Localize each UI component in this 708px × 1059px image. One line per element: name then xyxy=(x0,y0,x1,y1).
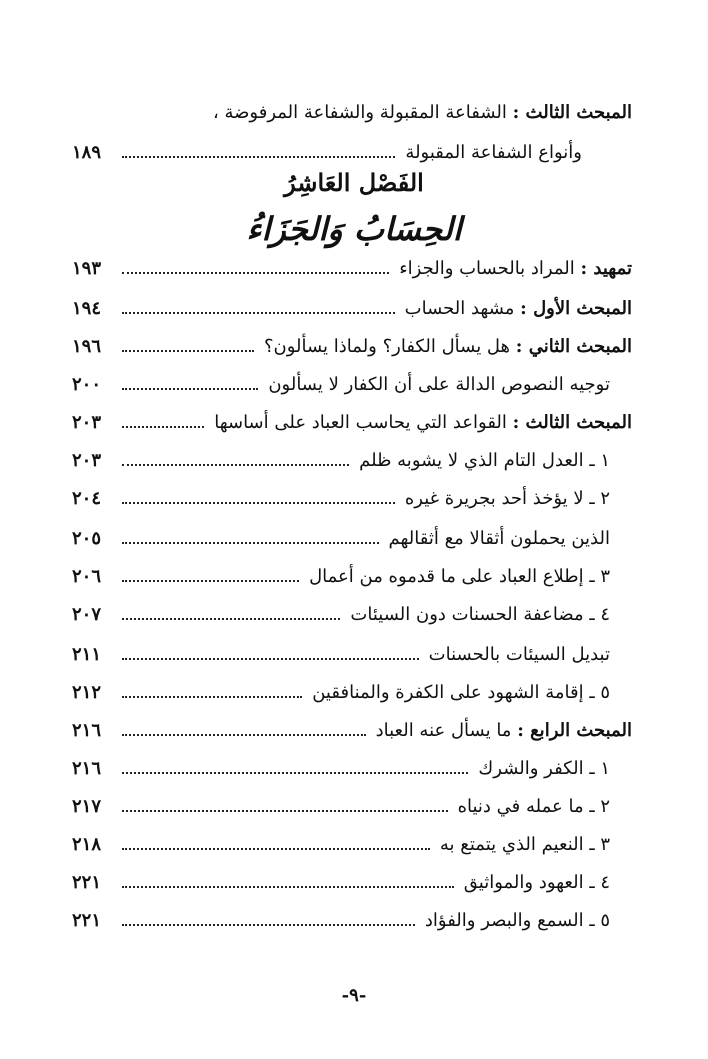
toc-page-number: ٢٢١ xyxy=(72,909,102,931)
toc-entry xyxy=(72,864,610,900)
leader-dots xyxy=(122,922,415,926)
toc-entry-text: ٣ ـ النعيم الذي يتمتع به xyxy=(439,833,610,855)
toc-entry-heading: المبحث الرابع : xyxy=(517,719,632,741)
toc-page-number: ٢١٦ xyxy=(72,757,102,779)
toc-page-number: ٢٠٦ xyxy=(72,565,102,587)
toc-entry-text: هل يسأل الكفار؟ ولماذا يسألون؟ xyxy=(263,335,516,357)
chapter-title: الحِسَابُ وَالجَزَاءُ xyxy=(246,210,462,248)
toc-entry xyxy=(72,366,610,402)
toc-entry-label xyxy=(458,796,610,817)
toc-entry-label xyxy=(440,834,610,855)
toc-entry-text: القواعد التي يحاسب العباد على أساسها xyxy=(214,411,513,433)
toc-entry xyxy=(72,520,610,556)
toc-entry-text: مشهد الحساب xyxy=(404,297,521,319)
toc-page-number: ٢١٦ xyxy=(72,719,102,741)
toc-entry xyxy=(72,328,632,364)
toc-entry xyxy=(72,674,610,710)
toc-entry-label xyxy=(213,102,632,123)
toc-entry-label xyxy=(264,336,632,357)
toc-page-number: ١٩٤ xyxy=(72,297,102,319)
leader-dots xyxy=(122,578,299,582)
toc-page-number: ١٩٣ xyxy=(72,257,102,279)
leader-dots xyxy=(122,310,395,314)
toc-entry-text: الشفاعة المقبولة والشفاعة المرفوضة ، xyxy=(212,101,513,123)
toc-page-number: ٢٠٣ xyxy=(72,411,102,433)
leader-dots xyxy=(122,884,454,888)
toc-entry-label xyxy=(350,604,610,625)
toc-entry-label xyxy=(214,412,632,433)
toc-entry-heading: المبحث الثاني : xyxy=(515,335,632,357)
leader-dots xyxy=(122,386,258,390)
toc-entry-label xyxy=(405,298,632,319)
toc-entry-text: ٤ ـ العهود والمواثيق xyxy=(463,871,610,893)
toc-page-number: ١٩٦ xyxy=(72,335,102,357)
toc-page-number: ٢٠٥ xyxy=(72,527,102,549)
toc-entry-label xyxy=(309,566,610,587)
toc-entry-label xyxy=(376,720,632,741)
toc-entry-heading: تمهيد : xyxy=(580,257,632,279)
toc-entry-text: ٤ ـ مضاعفة الحسنات دون السيئات xyxy=(350,603,610,625)
toc-entry-label xyxy=(478,758,610,779)
toc-entry-heading: المبحث الثالث : xyxy=(512,101,632,123)
toc-entry xyxy=(72,750,610,786)
leader-dots xyxy=(122,540,379,544)
toc-entry-text: ١ ـ الكفر والشرك xyxy=(478,757,610,779)
toc-entry-heading: المبحث الثالث : xyxy=(512,411,632,433)
leader-dots xyxy=(122,846,430,850)
toc-entry-label xyxy=(429,644,610,665)
toc-entry xyxy=(72,902,610,938)
toc-entry xyxy=(72,826,610,862)
toc-entry-heading: المبحث الأول : xyxy=(520,297,632,319)
toc-entry-text: المراد بالحساب والجزاء xyxy=(399,257,581,279)
leader-dots xyxy=(122,694,302,698)
leader-dots xyxy=(122,808,448,812)
leader-dots xyxy=(122,616,340,620)
toc-entry-text: ٢ ـ لا يؤخذ أحد بجريرة غيره xyxy=(404,487,610,509)
toc-page-number: ٢٠٧ xyxy=(72,603,102,625)
toc-entry xyxy=(72,94,632,130)
toc-entry xyxy=(72,250,632,286)
leader-dots xyxy=(122,732,366,736)
toc-page-number: ٢٠٣ xyxy=(72,449,102,471)
toc-entry-text: ٥ ـ السمع والبصر والفؤاد xyxy=(424,909,610,931)
leader-dots xyxy=(122,462,349,466)
toc-entry xyxy=(72,134,582,170)
toc-entry-label xyxy=(425,910,610,931)
toc-page-number: ٢١٢ xyxy=(72,681,102,703)
toc-entry xyxy=(72,788,610,824)
toc-entry xyxy=(72,442,610,478)
toc-entry xyxy=(72,558,610,594)
toc-page-number: ٢٠٠ xyxy=(72,373,102,395)
toc-entry-text: ١ ـ العدل التام الذي لا يشوبه ظلم xyxy=(359,449,610,471)
leader-dots xyxy=(122,424,204,428)
toc-entry xyxy=(72,636,610,672)
toc-entry-text: ٣ ـ إطلاع العباد على ما قدموه من أعمال xyxy=(309,565,610,587)
toc-entry xyxy=(72,712,632,748)
page-number: -٩- xyxy=(341,985,367,1006)
toc-page-number: ٢١٨ xyxy=(72,833,102,855)
toc-entry-text: ما يسأل عنه العباد xyxy=(375,719,518,741)
toc-entry-label xyxy=(312,682,610,703)
toc-page-number: ٢٠٤ xyxy=(72,487,102,509)
toc-entry-text: ٢ ـ ما عمله في دنياه xyxy=(457,795,610,817)
toc-entry xyxy=(72,596,610,632)
chapter-label: الفَصْل العَاشِرُ xyxy=(284,168,424,197)
toc-entry-text: وأنواع الشفاعة المقبولة xyxy=(405,141,582,163)
leader-dots xyxy=(122,500,395,504)
toc-entry-label xyxy=(399,258,632,279)
toc-page-number: ٢٢١ xyxy=(72,871,102,893)
leader-dots xyxy=(122,770,468,774)
toc-entry xyxy=(72,290,632,326)
toc-entry-label xyxy=(464,872,610,893)
toc-page-number: ٢١٧ xyxy=(72,795,102,817)
toc-entry-text: تبديل السيئات بالحسنات xyxy=(428,643,610,665)
leader-dots xyxy=(122,656,419,660)
toc-entry xyxy=(72,480,610,516)
toc-entry-label xyxy=(389,528,611,549)
toc-entry-text: توجيه النصوص الدالة على أن الكفار لا يسألون xyxy=(268,373,610,395)
toc-entry xyxy=(72,404,632,440)
toc-entry-text: ٥ ـ إقامة الشهود على الكفرة والمنافقين xyxy=(312,681,610,703)
leader-dots xyxy=(122,270,389,274)
leader-dots xyxy=(122,348,254,352)
toc-page-number: ٢١١ xyxy=(72,643,102,665)
leader-dots xyxy=(122,154,395,158)
toc-entry-label xyxy=(359,450,610,471)
toc-entry-label xyxy=(268,374,610,395)
toc-entry-text: الذين يحملون أثقالا مع أثقالهم xyxy=(388,527,610,549)
toc-page-number: ١٨٩ xyxy=(72,141,102,163)
toc-entry-label xyxy=(405,488,610,509)
